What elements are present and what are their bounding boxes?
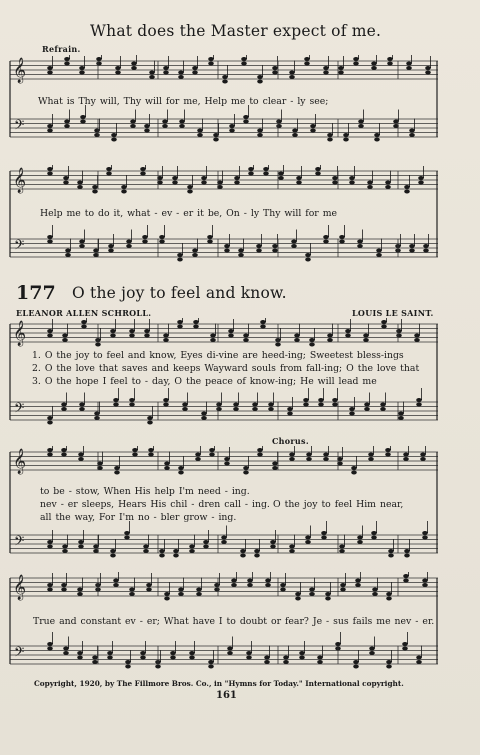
hymn1-lyric-line-1: What is Thy will, Thy will for me, Help me to clear - ly see;	[38, 96, 329, 107]
verse3-line2: all the way, For I'm no - bler grow - ing.	[40, 512, 237, 523]
verse2-line2: nev - er sleeps, Hears His chil - dren call - ing.	[40, 499, 270, 510]
svg-text:𝄢: 𝄢	[14, 237, 25, 256]
verse1-line1: 1. O the joy to feel and know, Eyes di-vine are heed-ing; Sweetest bless-ings	[32, 350, 404, 361]
svg-text:𝄞: 𝄞	[13, 575, 27, 600]
refrain-label: Refrain.	[42, 44, 81, 54]
hymn1-lyric-line-2: Help me to do it, what - ev - er it be, On - ly Thy will for me	[40, 208, 338, 219]
chorus-label: Chorus.	[272, 436, 309, 446]
svg-text:𝄢: 𝄢	[14, 644, 25, 663]
svg-text:𝄞: 𝄞	[13, 321, 27, 346]
copyright-notice: Copyright, 1920, by The Fillmore Bros. Co., in "Hymns for Today." International copyright.	[34, 679, 404, 688]
chorus-line2: True and constant ev - er; What have I to doubt or fear? Je - sus fails me nev - er.	[33, 616, 435, 627]
svg-text:𝄞: 𝄞	[13, 168, 27, 193]
svg-text:𝄢: 𝄢	[14, 533, 25, 552]
hymn-number: 177	[16, 282, 56, 304]
svg-text:𝄞: 𝄞	[13, 58, 27, 83]
svg-text:𝄢: 𝄢	[14, 117, 25, 136]
svg-text:𝄢: 𝄢	[14, 400, 25, 419]
chorus-line1: O the joy to feel Him near,	[273, 499, 404, 510]
composer-credit: LOUIS LE SAINT.	[352, 308, 434, 318]
hymn2-title: O the joy to feel and know.	[72, 284, 287, 302]
svg-text:𝄞: 𝄞	[13, 449, 27, 474]
author-credit: ELEANOR ALLEN SCHROLL.	[16, 308, 152, 318]
verse1-line2: to be - stow, When His help I'm need - ing.	[40, 486, 250, 497]
hymn1-title: What does the Master expect of me.	[90, 22, 382, 40]
verse2-line1: 2. O the love that saves and keeps Wayward souls from fall-ing; O the love that	[32, 363, 420, 374]
page-number: 161	[216, 690, 237, 701]
verse3-line1: 3. O the hope I feel to - day, O the peace of know-ing; He will lead me	[32, 376, 377, 387]
